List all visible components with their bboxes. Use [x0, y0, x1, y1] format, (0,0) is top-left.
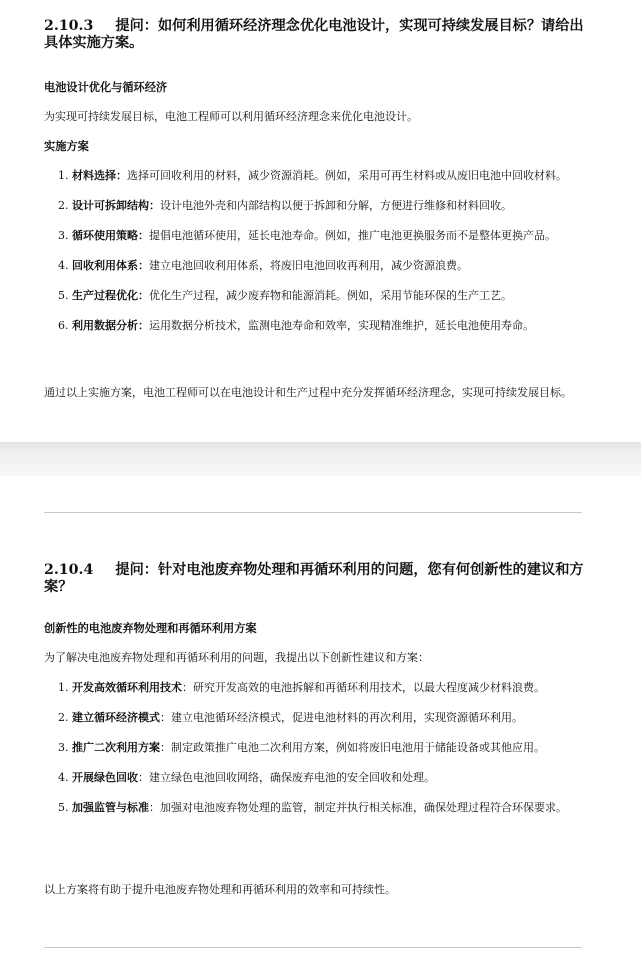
- document-page-1: [0, 0, 641, 442]
- list-item: [44, 168, 584, 184]
- intro-paragraph: 为了解决电池废弃物处理和再循环利用的问题，我提出以下创新性建议和方案：: [44, 651, 429, 664]
- list-term: 推广二次利用方案: [72, 741, 160, 754]
- list-item: [44, 228, 584, 244]
- proposal-list-block: [44, 680, 584, 816]
- list-item: [44, 680, 584, 696]
- list-text: 提倡电池循环使用，延长电池寿命。例如，推广电池更换服务而不是整体更换产品。: [149, 229, 556, 242]
- list-number: 4.: [58, 259, 69, 272]
- list-item: [44, 770, 584, 786]
- list-term: 开展绿色回收: [72, 771, 138, 784]
- list-term: 生产过程优化：: [72, 289, 149, 302]
- list-text: ：研究开发高效的电池拆解和再循环利用技术，以最大程度减少材料浪费。: [182, 681, 545, 694]
- list-term: 加强监管与标准: [72, 801, 149, 814]
- list-term: 循环使用策略：: [72, 229, 149, 242]
- section-2-10-4: [44, 562, 584, 596]
- list-item: [44, 740, 584, 756]
- subsection-block: [44, 80, 584, 95]
- list-text: ：建立绿色电池回收网络，确保废弃电池的安全回收和处理。: [138, 771, 435, 784]
- list-item: [44, 258, 584, 274]
- section-number: 2.10.3: [44, 18, 94, 34]
- list-text: 运用数据分析技术，监测电池寿命和效率，实现精准维护，延长电池使用寿命。: [149, 319, 534, 332]
- list-text: 优化生产过程，减少废弃物和能源消耗。例如，采用节能环保的生产工艺。: [149, 289, 512, 302]
- list-term: 设计可拆卸结构：: [72, 199, 160, 212]
- plan-heading: 实施方案: [44, 139, 89, 153]
- intro-block: [44, 650, 584, 666]
- list-text: 设计电池外壳和内部结构以便于拆卸和分解，方便进行维修和材料回收。: [160, 199, 512, 212]
- list-number: 1.: [58, 681, 69, 694]
- section-title: 提问：如何利用循环经济理念优化电池设计，实现可持续发展目标？请给出具体实施方案。: [44, 18, 584, 51]
- list-text: ：建立电池循环经济模式，促进电池材料的再次利用，实现资源循环利用。: [160, 711, 523, 724]
- intro-block: [44, 109, 584, 125]
- bottom-divider: [44, 947, 582, 948]
- section-title: 提问：针对电池废弃物处理和再循环利用的问题，您有何创新性的建议和方案？: [44, 562, 584, 595]
- top-divider: [44, 512, 582, 513]
- subsection-block: [44, 621, 584, 636]
- plan-heading-block: [44, 139, 584, 154]
- list-item: [44, 710, 584, 726]
- list-text: 选择可回收利用的材料，减少资源消耗。例如，采用可再生材料或从废旧电池中回收材料。: [127, 169, 567, 182]
- list-item: [44, 318, 584, 334]
- list-term: 建立循环经济模式: [72, 711, 160, 724]
- list-number: 4.: [58, 771, 69, 784]
- list-number: 6.: [58, 319, 69, 332]
- plan-list: [44, 168, 584, 334]
- section-heading: [44, 562, 584, 596]
- list-text: 建立电池回收利用体系，将废旧电池回收再利用，减少资源浪费。: [149, 259, 468, 272]
- conclusion-block: [44, 882, 584, 898]
- subsection-heading: 电池设计优化与循环经济: [44, 80, 168, 94]
- list-number: 2.: [58, 711, 69, 724]
- document-page-2: [0, 476, 641, 958]
- list-text: ：加强对电池废弃物处理的监管，制定并执行相关标准，确保处理过程符合环保要求。: [149, 801, 567, 814]
- list-term: 利用数据分析：: [72, 319, 149, 332]
- conclusion-paragraph: 以上方案将有助于提升电池废弃物处理和再循环利用的效率和可持续性。: [44, 883, 396, 896]
- list-number: 3.: [58, 229, 69, 242]
- list-item: [44, 198, 584, 214]
- list-item: [44, 288, 584, 304]
- section-number: 2.10.4: [44, 562, 94, 578]
- list-term: 回收利用体系：: [72, 259, 149, 272]
- list-term: 材料选择：: [72, 169, 127, 182]
- page-gap: [0, 442, 641, 476]
- intro-paragraph: 为实现可持续发展目标，电池工程师可以利用循环经济理念来优化电池设计。: [44, 110, 418, 123]
- list-term: 开发高效循环利用技术: [72, 681, 182, 694]
- list-text: ：制定政策推广电池二次利用方案，例如将废旧电池用于储能设备或其他应用。: [160, 741, 545, 754]
- proposal-list: [44, 680, 584, 816]
- conclusion-block: [44, 385, 584, 401]
- list-item: [44, 800, 584, 816]
- section-heading: [44, 18, 584, 52]
- plan-list-block: [44, 168, 584, 334]
- conclusion-paragraph: 通过以上实施方案，电池工程师可以在电池设计和生产过程中充分发挥循环经济理念，实现可持续发展目标。: [44, 386, 572, 399]
- list-number: 5.: [58, 289, 69, 302]
- list-number: 5.: [58, 801, 69, 814]
- section-2-10-3: [44, 18, 584, 52]
- list-number: 1.: [58, 169, 69, 182]
- subsection-heading: 创新性的电池废弃物处理和再循环利用方案: [44, 621, 257, 635]
- list-number: 3.: [58, 741, 69, 754]
- list-number: 2.: [58, 199, 69, 212]
